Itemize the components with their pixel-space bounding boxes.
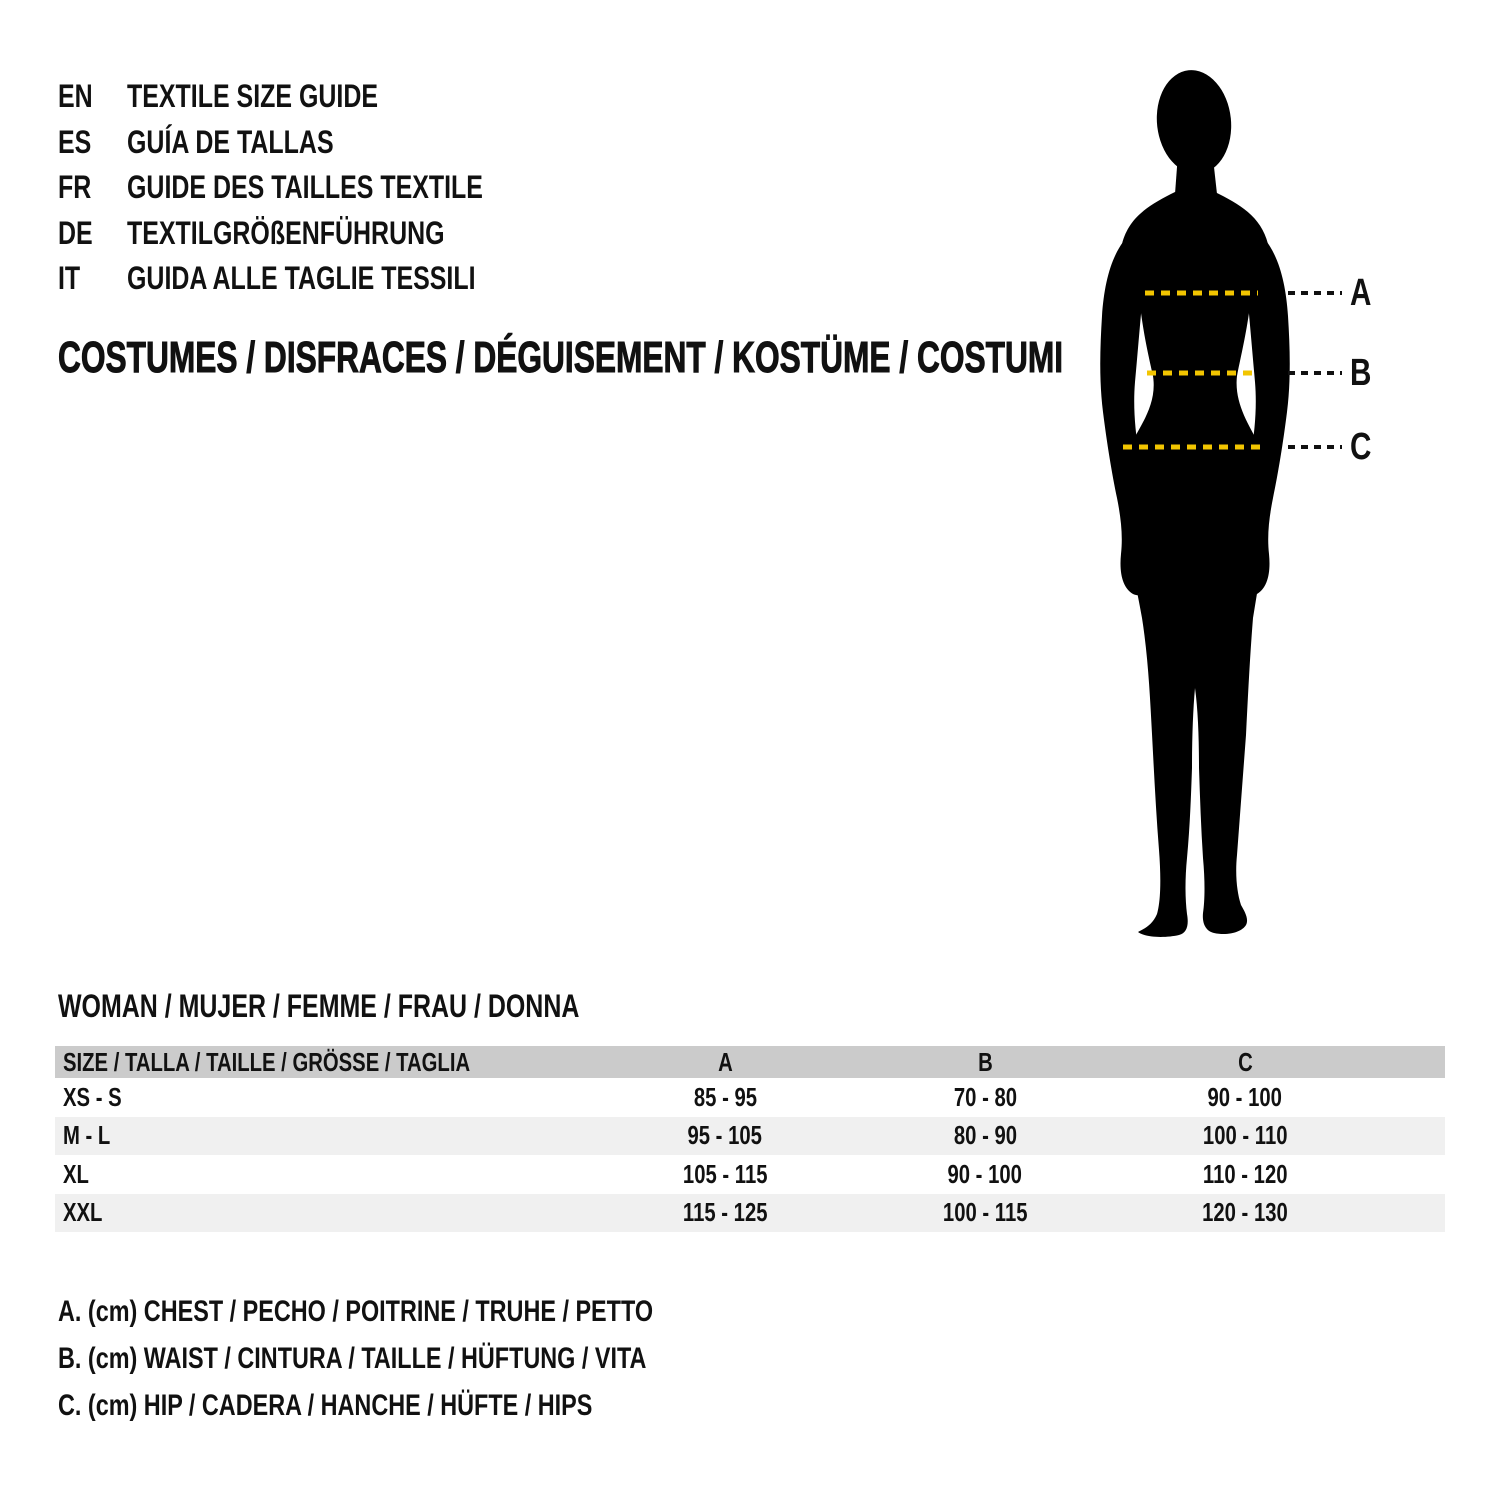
table-row-xs-s	[55, 1078, 1445, 1117]
language-row-es	[0, 120, 900, 166]
language-row-fr	[0, 165, 900, 211]
hip-range-cell: 120 - 130	[1202, 1197, 1288, 1228]
language-code: FR	[58, 169, 92, 205]
woman-silhouette-figure	[1080, 66, 1410, 947]
waist-range-cell: 100 - 115	[942, 1197, 1028, 1228]
language-title: GUIDA ALLE TAGLIE TESSILI	[127, 260, 476, 296]
language-code: EN	[58, 78, 93, 114]
hip-range-cell: 110 - 120	[1202, 1158, 1288, 1189]
table-row-xxl	[55, 1194, 1445, 1233]
language-code: IT	[58, 260, 81, 296]
column-header-b: B	[977, 1046, 993, 1077]
marker-label-waist: B	[1350, 352, 1372, 394]
section-title-woman: WOMAN / MUJER / FEMME / FRAU / DONNA	[58, 988, 580, 1024]
waist-range-cell: 90 - 100	[947, 1158, 1023, 1189]
language-code: DE	[58, 214, 93, 251]
legend-item-hip: C. (cm) HIP / CADERA / HANCHE / HÜFTE / HIPS	[58, 1389, 593, 1422]
language-title: GUIDE DES TAILLES TEXTILE	[127, 169, 483, 205]
hip-range-cell: 100 - 110	[1202, 1120, 1288, 1151]
column-header-a: A	[717, 1046, 733, 1077]
column-header-c: C	[1237, 1046, 1253, 1077]
language-title: TEXTILE SIZE GUIDE	[127, 78, 379, 114]
size-cell: XL	[63, 1158, 89, 1189]
size-table-header-row	[55, 1046, 1445, 1078]
chest-range-cell: 105 - 115	[682, 1158, 768, 1189]
table-row-xl	[55, 1155, 1445, 1194]
size-table	[55, 1046, 1445, 1232]
chest-range-cell: 85 - 95	[693, 1081, 757, 1112]
size-column-header: SIZE / TALLA / TAILLE / GRÖSSE / TAGLIA	[63, 1046, 471, 1077]
category-heading: COSTUMES / DISFRACES / DÉGUISEMENT / KOSTÜME / COSTUMI	[58, 333, 1064, 382]
legend-item-chest: A. (cm) CHEST / PECHO / POITRINE / TRUHE / PETTO	[58, 1295, 654, 1328]
hip-range-cell: 90 - 100	[1207, 1081, 1283, 1112]
size-cell: XXL	[63, 1197, 103, 1228]
language-code: ES	[58, 123, 92, 160]
language-row-de	[0, 211, 900, 257]
size-cell: M - L	[63, 1120, 111, 1151]
waist-range-cell: 70 - 80	[953, 1081, 1017, 1112]
chest-range-cell: 115 - 125	[682, 1197, 768, 1228]
language-row-en	[0, 74, 900, 120]
measurement-legend	[58, 1288, 821, 1429]
legend-item-waist: B. (cm) WAIST / CINTURA / TAILLE / HÜFTUNG / VITA	[58, 1342, 647, 1375]
woman-silhouette	[1100, 66, 1290, 937]
marker-label-hip: C	[1350, 426, 1372, 468]
waist-range-cell: 80 - 90	[953, 1120, 1017, 1151]
table-row-m-l	[55, 1117, 1445, 1156]
language-row-it	[0, 256, 900, 302]
chest-range-cell: 95 - 105	[687, 1120, 763, 1151]
language-title: GUÍA DE TALLAS	[127, 123, 334, 160]
language-title: TEXTILGRÖßENFÜHRUNG	[127, 214, 445, 251]
language-title-list	[0, 74, 900, 302]
size-cell: XS - S	[63, 1081, 122, 1112]
marker-label-chest: A	[1350, 272, 1372, 314]
